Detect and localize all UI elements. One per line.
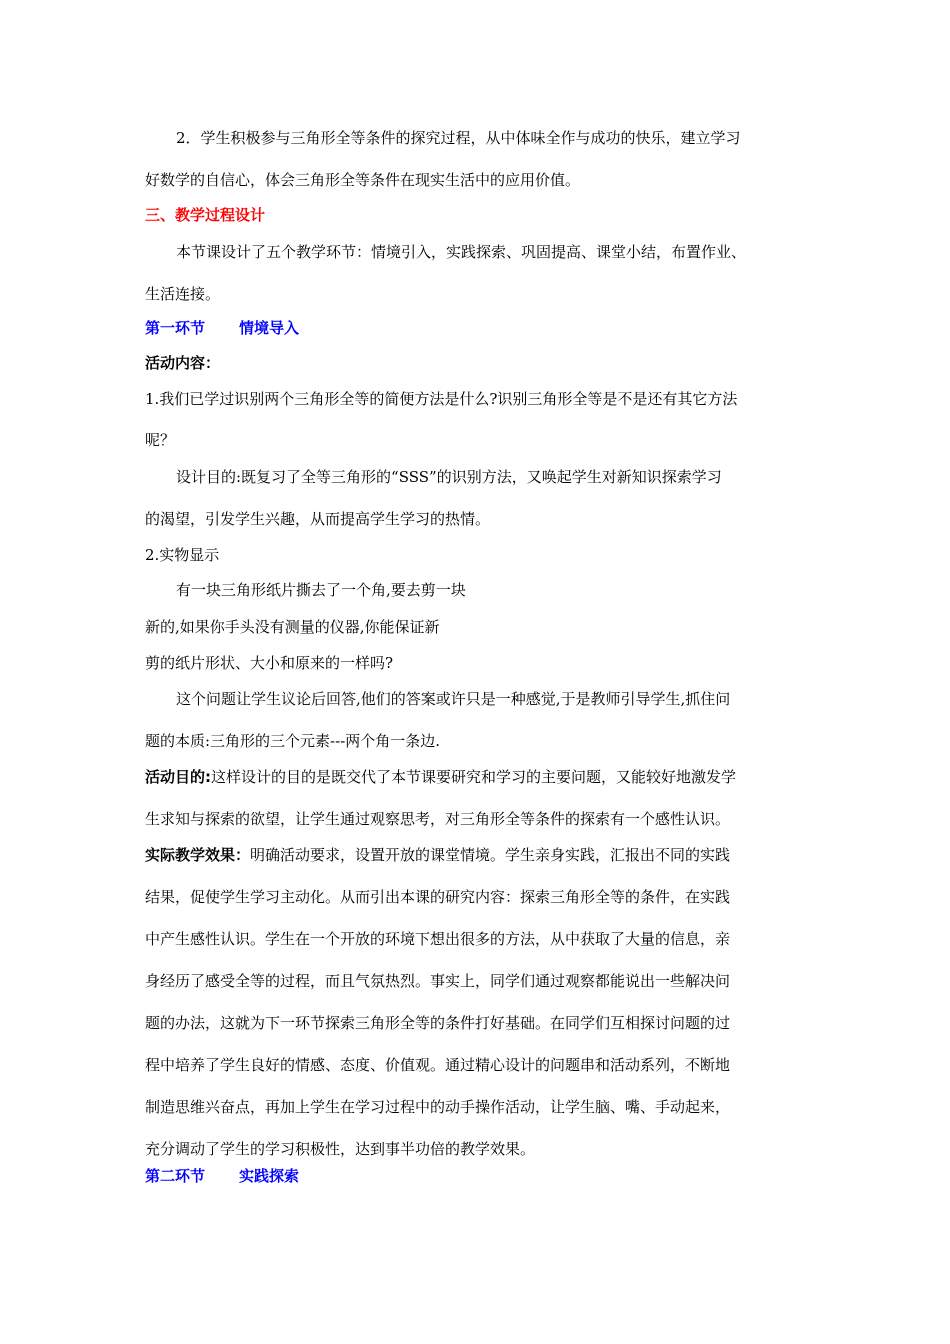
question-1-line2: 呢？ <box>145 431 176 449</box>
discussion-line1: 这个问题让学生议论后回答,他们的答案或许只是一种感觉,于是教师引导学生,抓住问 <box>176 690 731 708</box>
paper-problem-line1: 有一块三角形纸片撕去了一个角,要去剪一块 <box>176 581 466 599</box>
activity-purpose-label: 活动目的: <box>145 768 211 786</box>
stage-heading-2-title: 实践探索 <box>239 1167 300 1185</box>
para-overview-line2: 生活连接。 <box>145 285 221 303</box>
teaching-effect-line2: 结果，促使学生学习主动化。从而引出本课的研究内容：探索三角形全等的条件，在实践 <box>145 888 731 906</box>
teaching-effect-line8: 充分调动了学生的学习积极性，达到事半功倍的教学效果。 <box>145 1140 536 1158</box>
teaching-effect-line1 <box>145 845 730 865</box>
activity-purpose-line2: 生求知与探索的欲望，让学生通过观察思考，对三角形全等条件的探索有一个感性认识。 <box>145 810 731 828</box>
teaching-effect-label: 实际教学效果： <box>145 846 251 864</box>
teaching-effect-line3: 中产生感性认识。学生在一个开放的环境下想出很多的方法，从中获取了大量的信息，亲 <box>145 930 731 948</box>
stage-heading-1-number: 第一环节 <box>145 319 206 337</box>
para-learning-goal-2-line2: 好数学的自信心，体会三角形全等条件在现实生活中的应用价值。 <box>145 171 581 189</box>
para-overview-line1: 本节课设计了五个教学环节：情境引入，实践探索、巩固提高、课堂小结，布置作业、 <box>176 243 747 261</box>
item-2-heading: 2.实物显示 <box>145 546 220 564</box>
stage-heading-1 <box>145 318 299 338</box>
design-purpose-line1: 设计目的:既复习了全等三角形的“SSS”的识别方法，又唤起学生对新知识探索学习 <box>176 468 722 486</box>
stage-heading-2-number: 第二环节 <box>145 1167 206 1185</box>
paper-problem-line3: 剪的纸片形状、大小和原来的一样吗? <box>145 654 394 672</box>
paper-problem-line2: 新的,如果你手头没有测量的仪器,你能保证新 <box>145 618 440 636</box>
section-heading-teaching-process: 三、教学过程设计 <box>145 206 266 224</box>
teaching-effect-line6: 程中培养了学生良好的情感、态度、价值观。通过精心设计的问题串和活动系列，不断地 <box>145 1056 731 1074</box>
para-learning-goal-2-line1: 2．学生积极参与三角形全等条件的探究过程，从中体味全作与成功的快乐，建立学习 <box>176 129 741 147</box>
activity-purpose-line1 <box>145 767 736 787</box>
discussion-line2: 题的本质:三角形的三个元素---两个角一条边. <box>145 732 441 750</box>
activity-purpose-text: 这样设计的目的是既交代了本节课要研究和学习的主要问题，又能较好地激发学 <box>211 768 737 786</box>
teaching-effect-line5: 题的办法，这就为下一环节探索三角形全等的条件打好基础。在同学们互相探讨问题的过 <box>145 1014 731 1032</box>
teaching-effect-text: 明确活动要求，设置开放的课堂情境。学生亲身实践，汇报出不同的实践 <box>250 846 731 864</box>
stage-heading-2 <box>145 1166 299 1186</box>
activity-content-label: 活动内容： <box>145 354 221 372</box>
stage-heading-1-title: 情境导入 <box>239 319 300 337</box>
teaching-effect-line4: 身经历了感受全等的过程，而且气氛热烈。事实上，同学们通过观察都能说出一些解决问 <box>145 972 731 990</box>
question-1-line1: 1.我们已学过识别两个三角形全等的简便方法是什么?识别三角形全等是不是还有其它方法 <box>145 390 738 408</box>
design-purpose-line2: 的渴望，引发学生兴趣，从而提高学生学习的热情。 <box>145 510 491 528</box>
teaching-effect-line7: 制造思维兴奋点，再加上学生在学习过程中的动手操作活动，让学生脑、嘴、手动起来， <box>145 1098 731 1116</box>
